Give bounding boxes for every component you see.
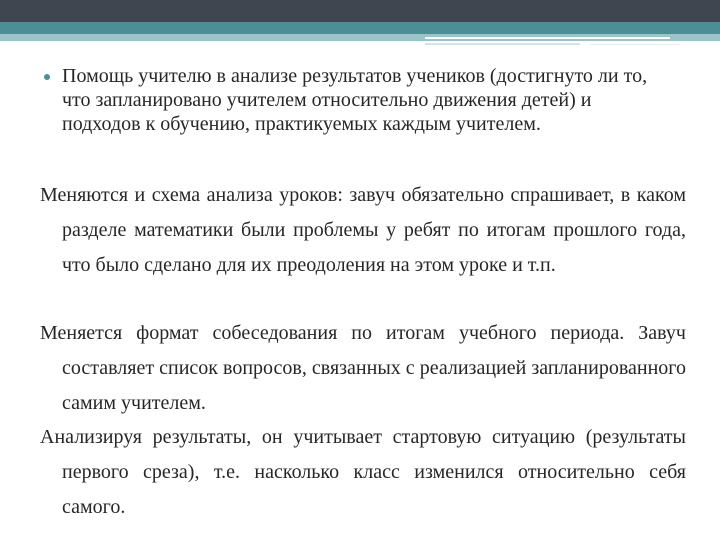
header-dark-bar [0,0,720,22]
header-decor-line [425,43,580,45]
header-accent-band [0,22,720,34]
paragraph-lesson-analysis: Меняются и схема анализа уроков: завуч обязательно спрашивает, в каком разделе математики были проблемы у ребят по итогам прошлого года, что было сделано для их преодоления на этом уроке и т.п. [40,184,686,276]
bullet-dot-icon [44,74,50,80]
header-decor-line [590,44,680,45]
header-decor-line [425,37,670,39]
paragraph-results-analysis: Анализируя результаты, он учитывает стартовую ситуацию (результаты первого среза), т.е. насколько класс изменился относительно себя самого. [40,426,686,518]
bullet-item [40,64,660,136]
paragraph-interview-format: Меняется формат собеседования по итогам учебного периода. Завуч составляет список вопросов, связанных с реализацией запланированного самим учителем. [40,322,686,414]
bullet-text: Помощь учителю в анализе результатов учеников (достигнуто ли то, что запланировано учителем относительно движения детей) и подходов к обучению, практикуемых каждым учителем. [62,65,648,135]
